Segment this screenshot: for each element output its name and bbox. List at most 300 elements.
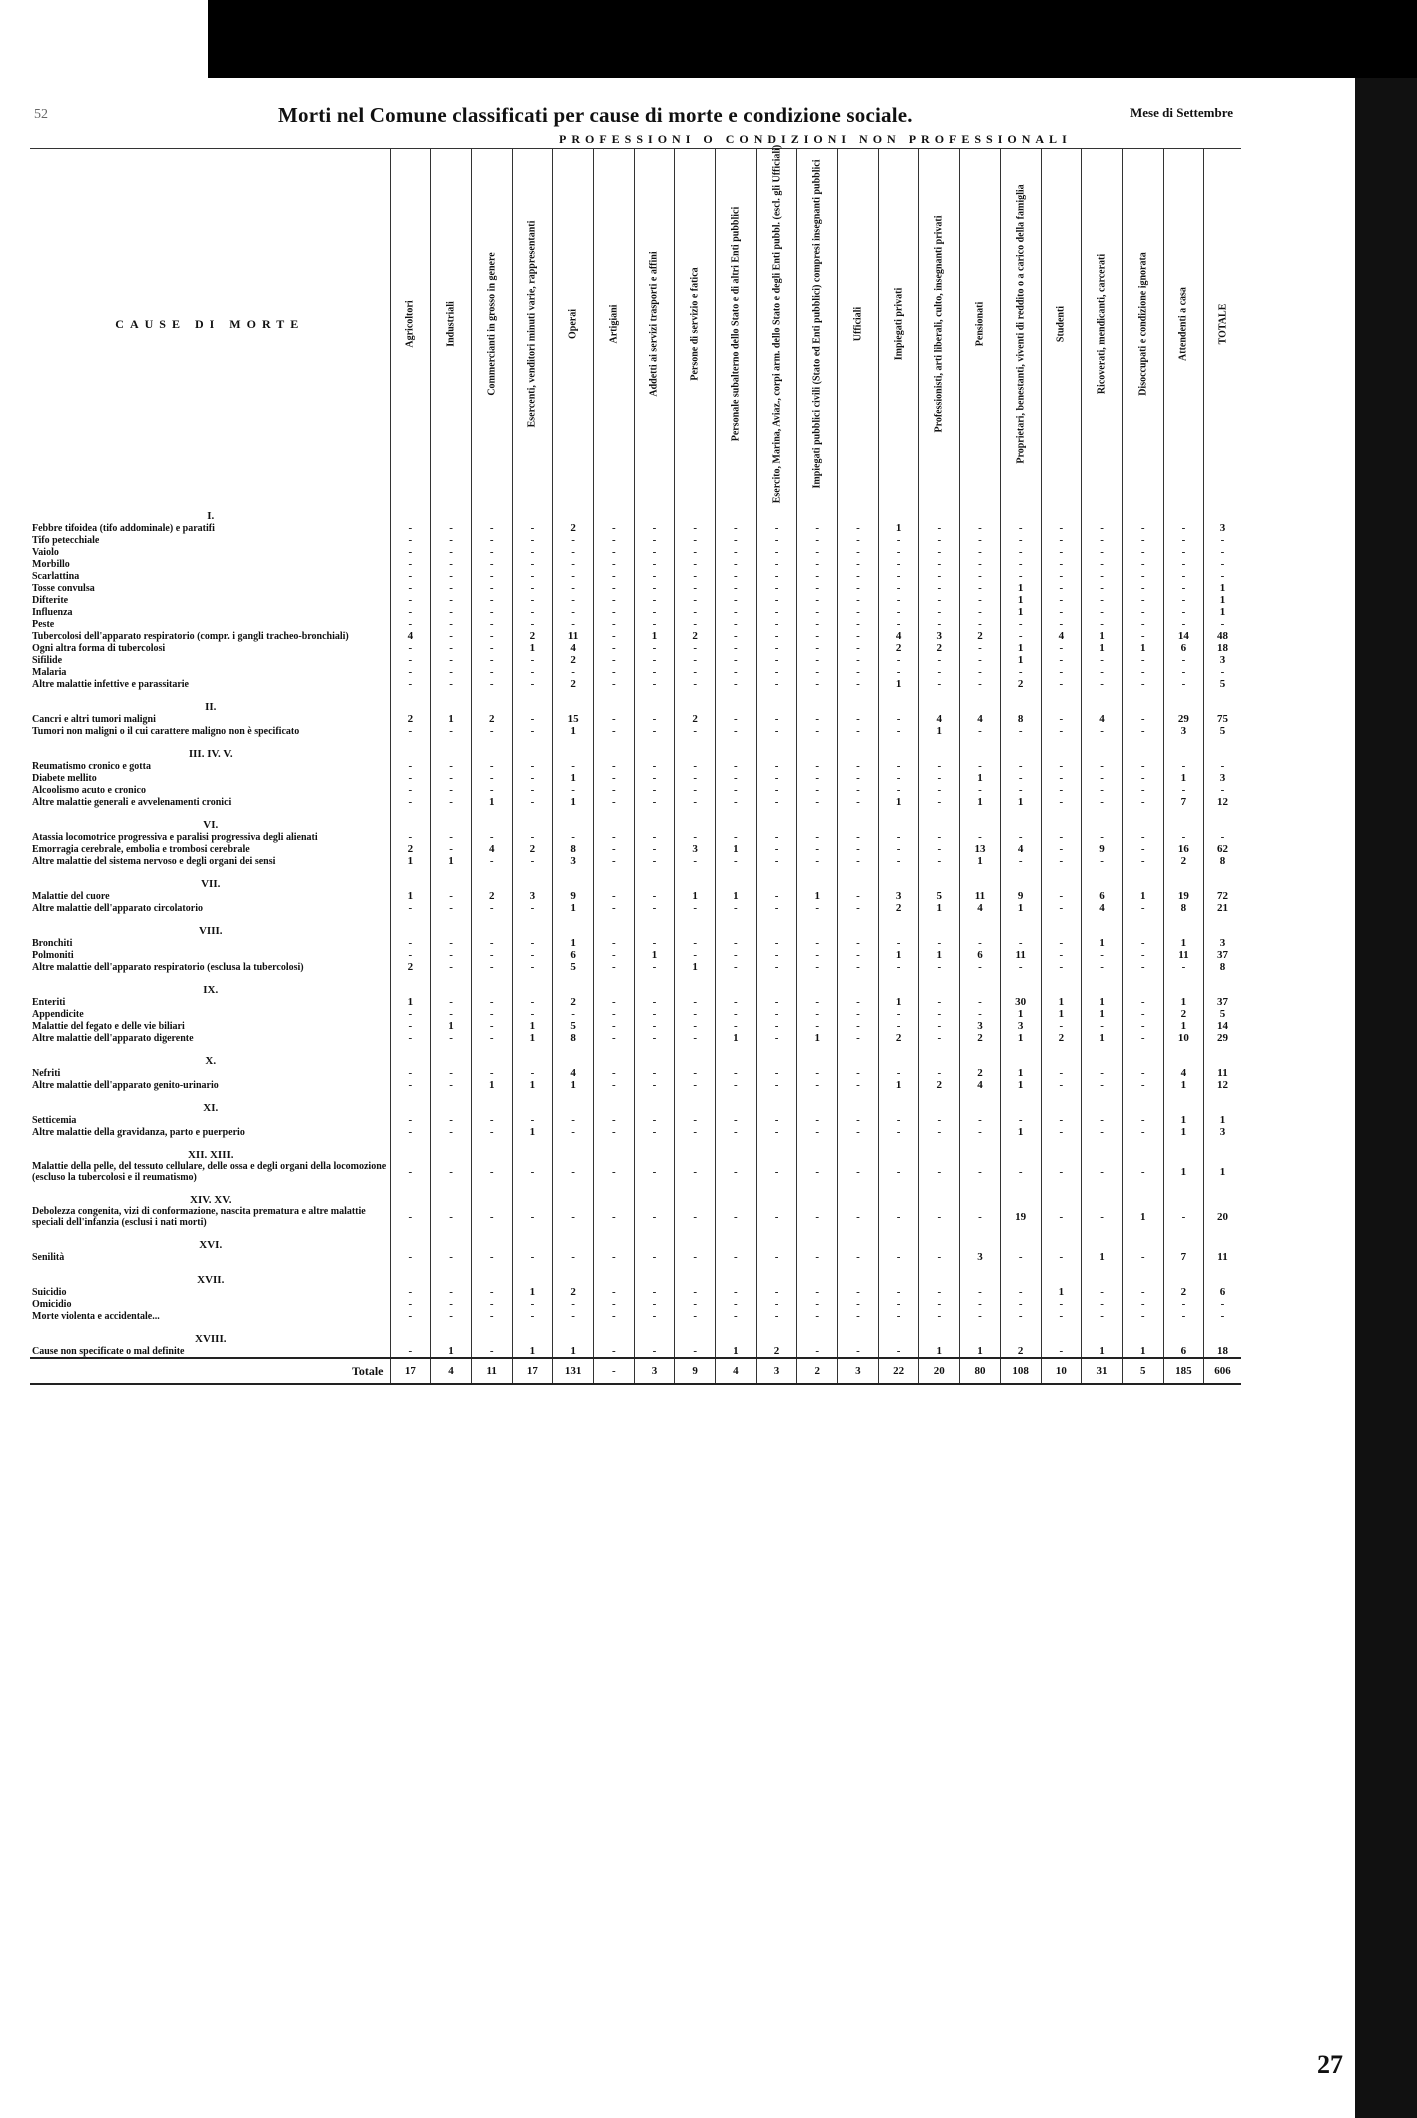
table-cell: -	[675, 1032, 716, 1044]
table-cell: -	[431, 582, 472, 594]
cell-blank	[960, 867, 1001, 890]
cell-blank	[431, 1183, 472, 1206]
table-cell: -	[634, 678, 675, 690]
table-cell: -	[919, 1126, 960, 1138]
table-cell: -	[716, 1310, 757, 1322]
table-cell: -	[634, 890, 675, 902]
cell-blank	[553, 914, 594, 937]
cell-blank	[1041, 499, 1082, 522]
table-cell: -	[593, 594, 634, 606]
table-cell: 2	[878, 1032, 919, 1044]
mortality-table	[30, 130, 1241, 1385]
table-cell: 2	[919, 1079, 960, 1091]
table-cell: 1	[797, 1032, 838, 1044]
table-cell: -	[471, 570, 512, 582]
cell-blank	[1041, 1263, 1082, 1286]
table-cell: -	[553, 570, 594, 582]
table-cell: -	[471, 582, 512, 594]
table-cell: -	[634, 855, 675, 867]
table-cell: -	[756, 996, 797, 1008]
table-cell: -	[675, 618, 716, 630]
table-cell: -	[716, 522, 757, 534]
cell-blank	[716, 1228, 757, 1251]
table-row	[30, 996, 1241, 1008]
table-cell: -	[878, 546, 919, 558]
table-cell: -	[390, 784, 431, 796]
table-cell: 1	[1082, 1345, 1123, 1358]
table-cell: -	[797, 1286, 838, 1298]
cell-blank	[960, 914, 1001, 937]
table-cell: 11	[1000, 949, 1041, 961]
table-cell: -	[471, 630, 512, 642]
table-cell: -	[797, 1114, 838, 1126]
table-cell: -	[878, 1126, 919, 1138]
table-cell: 4	[960, 713, 1001, 725]
table-cell: -	[797, 582, 838, 594]
column-header	[1082, 149, 1123, 500]
table-cell: 1	[634, 630, 675, 642]
cell-blank	[1041, 1091, 1082, 1114]
table-cell: -	[553, 606, 594, 618]
table-cell: -	[634, 1161, 675, 1183]
table-cell: -	[838, 1067, 879, 1079]
table-cell: 3	[878, 890, 919, 902]
table-cell: -	[716, 1286, 757, 1298]
table-cell: -	[960, 1206, 1001, 1228]
section-title: XVIII.	[195, 1333, 227, 1345]
table-row	[30, 1345, 1241, 1358]
table-cell: -	[1041, 784, 1082, 796]
table-cell: -	[716, 772, 757, 784]
table-cell: -	[756, 772, 797, 784]
table-cell: -	[1122, 1161, 1163, 1183]
cell-blank	[838, 867, 879, 890]
table-cell: -	[756, 937, 797, 949]
cell-blank	[471, 1322, 512, 1345]
table-cell: -	[716, 1206, 757, 1228]
table-cell: -	[675, 666, 716, 678]
cell-blank	[1122, 737, 1163, 760]
cell-blank	[471, 1228, 512, 1251]
table-cell: 1	[471, 1079, 512, 1091]
cell-blank	[1122, 1183, 1163, 1206]
cell-blank	[797, 1183, 838, 1206]
table-cell: -	[471, 949, 512, 961]
table-cell: -	[512, 654, 553, 666]
table-cell: -	[593, 1161, 634, 1183]
cell-blank	[471, 499, 512, 522]
table-cell: -	[797, 949, 838, 961]
table-cell: -	[878, 1067, 919, 1079]
cell-blank	[1082, 867, 1123, 890]
cell-blank	[797, 973, 838, 996]
table-cell: -	[1163, 666, 1204, 678]
table-cell: -	[1163, 606, 1204, 618]
cause-label: Debolezza congenita, vizi di conformazione, nascita prematura e altre malattie speciali dell'infanzia (esclusi i nati morti)	[32, 1206, 366, 1228]
table-row	[30, 760, 1241, 772]
table-row	[30, 961, 1241, 973]
cell-blank	[675, 737, 716, 760]
cell-blank	[1204, 737, 1241, 760]
table-cell: -	[390, 1008, 431, 1020]
table-row	[30, 1079, 1241, 1091]
table-cell: -	[716, 558, 757, 570]
column-header-text: Attendenti a casa	[1177, 287, 1189, 361]
table-cell: -	[756, 630, 797, 642]
table-cell: -	[1163, 558, 1204, 570]
table-cell: -	[553, 1114, 594, 1126]
column-header	[553, 149, 594, 500]
table-cell: -	[1041, 618, 1082, 630]
section-title: I.	[207, 510, 215, 522]
cell-blank	[878, 914, 919, 937]
table-cell: 9	[553, 890, 594, 902]
table-cell: 7	[1163, 796, 1204, 808]
table-cell: -	[756, 902, 797, 914]
cell-blank	[878, 867, 919, 890]
table-cell: -	[675, 1114, 716, 1126]
table-cell: -	[797, 1345, 838, 1358]
cell-blank	[471, 1263, 512, 1286]
table-cell: -	[838, 725, 879, 737]
cell-blank	[512, 973, 553, 996]
table-cell: -	[1000, 534, 1041, 546]
table-cell: 1	[1000, 1032, 1041, 1044]
table-cell: -	[675, 534, 716, 546]
column-header	[431, 149, 472, 500]
table-cell: -	[675, 784, 716, 796]
table-cell: 3	[553, 855, 594, 867]
cell-blank	[878, 1322, 919, 1345]
header-blank	[30, 130, 390, 149]
cell-blank	[634, 1183, 675, 1206]
table-cell: 4	[878, 630, 919, 642]
table-row	[30, 855, 1241, 867]
table-cell: -	[797, 1020, 838, 1032]
table-cell: -	[471, 1161, 512, 1183]
table-cell: -	[797, 522, 838, 534]
table-cell: 1	[553, 1079, 594, 1091]
table-cell: -	[797, 666, 838, 678]
table-cell: -	[1122, 949, 1163, 961]
table-cell: -	[390, 831, 431, 843]
table-cell: -	[471, 996, 512, 1008]
table-cell: -	[1082, 546, 1123, 558]
table-cell: -	[1122, 831, 1163, 843]
table-cell: -	[878, 713, 919, 725]
table-row	[30, 1206, 1241, 1228]
table-cell: 12	[1204, 1079, 1241, 1091]
cell-blank	[1000, 808, 1041, 831]
table-cell: -	[553, 1251, 594, 1263]
table-cell: -	[634, 996, 675, 1008]
table-cell: -	[716, 1079, 757, 1091]
table-cell: -	[919, 1032, 960, 1044]
cell-blank	[919, 867, 960, 890]
table-cell: 1	[1163, 1079, 1204, 1091]
table-cell: -	[1000, 522, 1041, 534]
cell-blank	[471, 973, 512, 996]
table-cell: -	[553, 1161, 594, 1183]
column-header-text: Studenti	[1055, 305, 1067, 343]
cell-blank	[716, 1044, 757, 1067]
table-cell: -	[797, 1251, 838, 1263]
cell-blank	[716, 1183, 757, 1206]
table-cell: -	[593, 546, 634, 558]
table-cell: -	[1000, 725, 1041, 737]
table-cell: -	[634, 843, 675, 855]
table-cell: 13	[960, 843, 1001, 855]
table-cell: -	[431, 784, 472, 796]
table-cell: -	[838, 630, 879, 642]
table-cell: -	[1041, 1114, 1082, 1126]
table-cell: -	[1041, 546, 1082, 558]
table-cell: -	[878, 760, 919, 772]
totals-row	[30, 1358, 1241, 1384]
cell-blank	[878, 973, 919, 996]
table-cell: -	[716, 570, 757, 582]
table-cell: -	[838, 760, 879, 772]
table-cell: -	[471, 1020, 512, 1032]
cause-label: Tifo petecchiale	[32, 534, 100, 546]
table-cell: -	[1082, 1067, 1123, 1079]
table-cell: -	[960, 1114, 1001, 1126]
table-cell: -	[1122, 678, 1163, 690]
table-cell: -	[471, 961, 512, 973]
table-cell: -	[593, 1345, 634, 1358]
cell-blank	[1041, 808, 1082, 831]
table-cell: -	[634, 546, 675, 558]
table-cell: -	[1122, 606, 1163, 618]
cell-blank	[878, 1091, 919, 1114]
table-cell: -	[1082, 772, 1123, 784]
table-cell: -	[675, 902, 716, 914]
table-cell: -	[878, 594, 919, 606]
table-cell: 2	[675, 630, 716, 642]
table-cell: 1	[919, 725, 960, 737]
table-cell: -	[960, 594, 1001, 606]
table-row	[30, 1114, 1241, 1126]
table-cell: -	[716, 1008, 757, 1020]
table-cell: -	[553, 831, 594, 843]
table-cell: -	[512, 678, 553, 690]
column-header-text: Impiegati pubblici civili (Stato ed Enti pubblici) compresi insegnanti pubblici	[811, 159, 823, 489]
table-cell: -	[1082, 570, 1123, 582]
cell-blank	[471, 808, 512, 831]
table-cell: 4	[1082, 902, 1123, 914]
totals-label: Totale	[30, 1358, 390, 1384]
table-cell: 1	[553, 725, 594, 737]
table-cell: -	[797, 618, 838, 630]
table-cell: 18	[1204, 1345, 1241, 1358]
table-cell: 1	[1082, 1251, 1123, 1263]
table-cell: -	[919, 558, 960, 570]
cell-blank	[1122, 914, 1163, 937]
table-cell: 3	[960, 1020, 1001, 1032]
table-cell: -	[838, 1020, 879, 1032]
table-cell: -	[431, 772, 472, 784]
cell-blank	[1082, 914, 1123, 937]
table-cell: -	[1041, 961, 1082, 973]
table-row	[30, 1161, 1241, 1183]
table-cell: -	[1163, 961, 1204, 973]
table-cell: -	[756, 534, 797, 546]
table-cell: -	[634, 582, 675, 594]
section-title: XVI.	[199, 1239, 223, 1251]
table-cell: 1	[1163, 772, 1204, 784]
cell-blank	[756, 973, 797, 996]
cell-blank	[471, 867, 512, 890]
section-title: VIII.	[198, 925, 223, 937]
table-cell: -	[593, 582, 634, 594]
table-cell: -	[593, 642, 634, 654]
table-cell: -	[471, 1126, 512, 1138]
table-cell: -	[716, 796, 757, 808]
table-cell: -	[431, 996, 472, 1008]
table-cell: -	[838, 642, 879, 654]
table-cell: -	[919, 961, 960, 973]
cell-blank	[675, 690, 716, 713]
section-title: XI.	[203, 1102, 219, 1114]
cell-blank	[390, 808, 431, 831]
table-cell: -	[431, 902, 472, 914]
cell-blank	[878, 808, 919, 831]
column-header	[797, 149, 838, 500]
table-cell: -	[471, 760, 512, 772]
table-cell: -	[797, 534, 838, 546]
table-cell: -	[390, 1067, 431, 1079]
table-cell: -	[1082, 618, 1123, 630]
table-cell: -	[675, 678, 716, 690]
table-cell: -	[1082, 961, 1123, 973]
cell-blank	[838, 973, 879, 996]
table-cell: 1	[431, 1020, 472, 1032]
cell-blank	[919, 1091, 960, 1114]
column-header-text: Industriali	[445, 301, 457, 347]
cell-blank	[553, 1138, 594, 1161]
cell-blank	[431, 808, 472, 831]
table-cell: -	[960, 546, 1001, 558]
table-cell: -	[1163, 654, 1204, 666]
cell-blank	[838, 1044, 879, 1067]
table-cell: -	[390, 796, 431, 808]
table-cell: -	[1082, 1298, 1123, 1310]
table-cell: 1	[553, 772, 594, 784]
table-cell: -	[1082, 594, 1123, 606]
section-title: VI.	[203, 819, 219, 831]
table-cell: 1	[1000, 642, 1041, 654]
cell-blank	[1204, 1228, 1241, 1251]
table-cell: -	[838, 1286, 879, 1298]
table-cell: -	[960, 831, 1001, 843]
table-cell: -	[1041, 534, 1082, 546]
column-header	[1000, 149, 1041, 500]
table-cell: -	[919, 570, 960, 582]
table-row	[30, 642, 1241, 654]
statistics-table-container	[30, 130, 1270, 1990]
cell-blank	[1163, 1091, 1204, 1114]
table-cell: -	[838, 1126, 879, 1138]
total-cell: 80	[960, 1358, 1001, 1384]
table-cell: -	[1000, 772, 1041, 784]
table-cell: -	[838, 1161, 879, 1183]
table-cell: 8	[1163, 902, 1204, 914]
cell-blank	[1204, 914, 1241, 937]
table-cell: 2	[553, 678, 594, 690]
table-cell: -	[471, 654, 512, 666]
table-cell: -	[716, 760, 757, 772]
cell-blank	[634, 1091, 675, 1114]
table-cell: -	[593, 678, 634, 690]
table-row	[30, 630, 1241, 642]
table-cell: -	[878, 1310, 919, 1322]
table-cell: 2	[553, 522, 594, 534]
cause-label: Polmoniti	[32, 949, 74, 961]
table-cell: -	[675, 642, 716, 654]
table-cell: -	[593, 796, 634, 808]
table-cell: -	[471, 1310, 512, 1322]
cell-blank	[797, 914, 838, 937]
table-cell: 10	[1163, 1032, 1204, 1044]
cell-blank	[390, 1183, 431, 1206]
cell-blank	[1000, 737, 1041, 760]
table-cell: 1	[1000, 902, 1041, 914]
table-cell: -	[675, 772, 716, 784]
table-cell: -	[716, 630, 757, 642]
table-cell: -	[838, 961, 879, 973]
cell-blank	[675, 1322, 716, 1345]
table-cell: -	[471, 546, 512, 558]
table-cell: -	[431, 831, 472, 843]
table-cell: -	[553, 784, 594, 796]
table-cell: -	[553, 594, 594, 606]
table-cell: -	[838, 713, 879, 725]
table-cell: -	[431, 949, 472, 961]
cell-blank	[634, 914, 675, 937]
table-cell: -	[838, 606, 879, 618]
table-cell: -	[797, 1126, 838, 1138]
table-cell: 8	[1204, 961, 1241, 973]
cell-blank	[634, 1044, 675, 1067]
table-row	[30, 1298, 1241, 1310]
table-cell: -	[1122, 1310, 1163, 1322]
causes-header: CAUSE DI MORTE	[115, 316, 305, 331]
table-cell: -	[512, 855, 553, 867]
table-cell: -	[838, 784, 879, 796]
cause-label: Malaria	[32, 666, 67, 678]
table-cell: -	[512, 949, 553, 961]
cell-blank	[634, 1263, 675, 1286]
table-cell: -	[1000, 666, 1041, 678]
table-cell: -	[390, 1126, 431, 1138]
table-cell: 1	[1204, 582, 1241, 594]
table-cell: 1	[1000, 1008, 1041, 1020]
table-cell: 1	[878, 522, 919, 534]
cell-blank	[1082, 808, 1123, 831]
table-row	[30, 666, 1241, 678]
table-cell: -	[1082, 582, 1123, 594]
table-cell: -	[756, 1251, 797, 1263]
cell-blank	[431, 1138, 472, 1161]
cause-label: Altre malattie infettive e parassitarie	[32, 678, 189, 690]
cell-blank	[471, 1091, 512, 1114]
table-cell: -	[878, 1114, 919, 1126]
cell-blank	[1000, 499, 1041, 522]
table-cell: 2	[960, 1067, 1001, 1079]
cell-blank	[1163, 1228, 1204, 1251]
cell-blank	[512, 1091, 553, 1114]
table-cell: -	[716, 725, 757, 737]
